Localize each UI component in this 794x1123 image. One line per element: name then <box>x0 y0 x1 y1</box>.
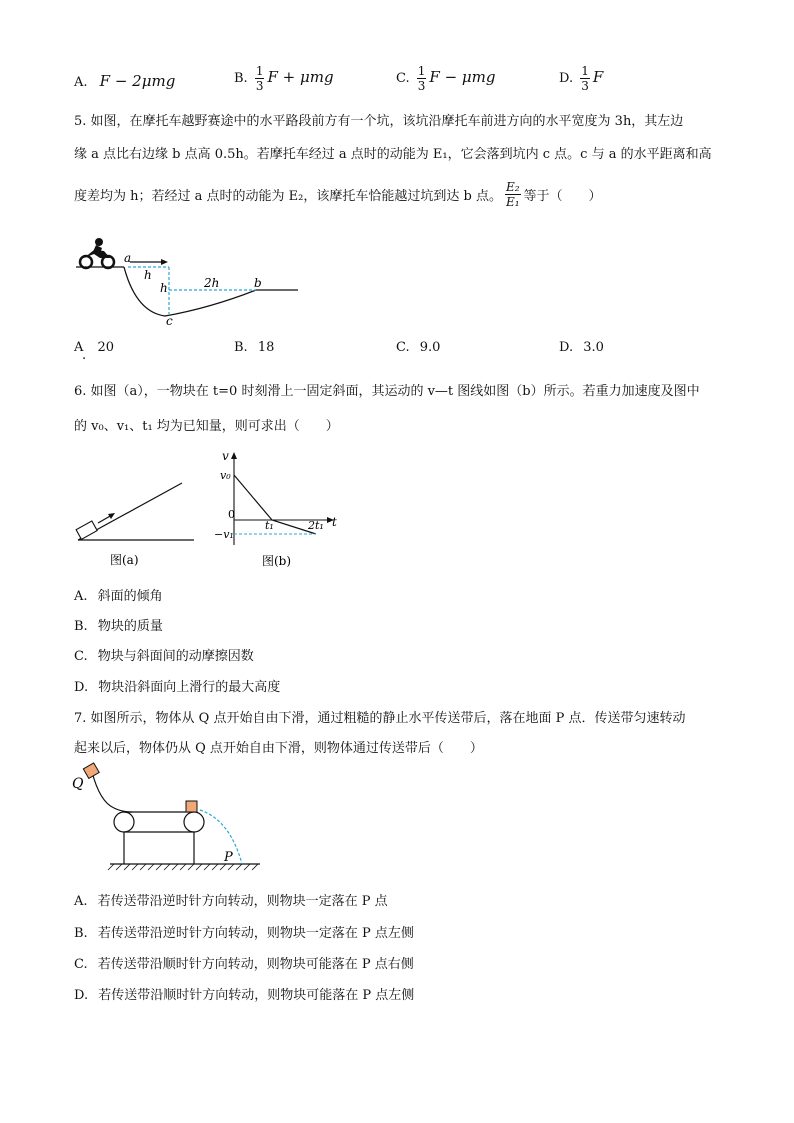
q5-line-1: 5. 如图，在摩托车越野赛途中的水平路段前方有一个坑，该坑沿摩托车前进方向的水平宽度为 3h，其左边 <box>74 114 684 129</box>
fraction-numerator: 1 <box>255 64 264 78</box>
option-text: 9.0 <box>419 340 441 355</box>
option-text: 若传送带沿逆时针方向转动，则物块一定落在 P 点左侧 <box>97 926 414 941</box>
fraction-denominator: 3 <box>417 79 426 93</box>
option-letter: D. <box>559 71 574 86</box>
option-letter: B. <box>74 926 88 941</box>
option-letter: B. <box>234 71 248 86</box>
q5-line-3-text: 度差均为 h；若经过 a 点时的动能为 E₂，该摩托车恰能越过坑到达 b 点。 <box>74 189 502 204</box>
q6-incline-figure <box>70 478 200 573</box>
option-letter: A. <box>74 589 88 604</box>
q6-line-2: 的 v₀、v₁、t₁ 均为已知量，则可求出（ ） <box>74 419 339 434</box>
q6-option-d <box>74 676 280 695</box>
motorcycle-icon <box>80 238 114 268</box>
point-a-label: a <box>124 251 132 265</box>
fraction-numerator: 1 <box>581 64 589 78</box>
option-letter: A. <box>74 75 88 90</box>
energy-ratio-fraction <box>505 180 521 209</box>
q5-option-a <box>74 340 114 355</box>
option-text: 若传送带沿逆时针方向转动，则物块一定落在 P 点 <box>97 894 388 909</box>
q7-option-d <box>74 984 414 1003</box>
option-text: 物块沿斜面向上滑行的最大高度 <box>98 680 281 695</box>
origin-label: 0 <box>228 508 235 521</box>
q5-option-b <box>234 340 274 355</box>
point-q-label: Q <box>72 776 84 792</box>
figure-a-caption: 图(a) <box>110 553 139 567</box>
option-letter: C. <box>74 649 88 664</box>
q5-line-3 <box>74 180 602 209</box>
option-expression: F + μmg <box>267 68 334 86</box>
option-letter: D. <box>74 988 89 1003</box>
q6-line-1: 6. 如图（a），一物块在 t=0 时刻滑上一固定斜面，其运动的 v—t 图线如图（b）所示。若重力加速度及图中 <box>74 384 700 399</box>
stray-dot: . <box>82 348 87 363</box>
option-text: 20 <box>97 340 115 355</box>
t-axis-label: t <box>332 515 337 529</box>
t1-tick-label: t₁ <box>265 519 274 532</box>
point-c-label: c <box>166 314 173 327</box>
point-p-label: P <box>224 850 233 865</box>
neg-v1-label: −v₁ <box>214 528 234 541</box>
option-letter: A <box>74 340 84 355</box>
q7-option-c <box>74 953 414 972</box>
q7-line-1: 7. 如图所示，物体从 Q 点开始自由下滑，通过粗糙的静止水平传送带后，落在地面 P 点．传送带匀速转动 <box>74 711 686 726</box>
q5-option-d <box>559 340 604 355</box>
block-on-belt-icon <box>186 801 197 812</box>
block-icon <box>76 521 97 539</box>
figure-b-caption: 图(b) <box>262 554 292 568</box>
option-expression: F − μmg <box>429 68 496 86</box>
fraction-denominator: 3 <box>581 79 589 93</box>
q6-option-b <box>74 615 163 634</box>
option-letter: C. <box>74 957 88 972</box>
option-text: 18 <box>257 340 275 355</box>
q7-option-b <box>74 922 414 941</box>
2t1-tick-label: 2t₁ <box>308 519 324 532</box>
option-letter: B. <box>74 619 88 634</box>
option-letter: D. <box>74 680 89 695</box>
option-letter: D. <box>559 340 574 355</box>
q5-pit-figure <box>70 232 310 327</box>
option-expression: F <box>592 68 604 86</box>
height-label-top: h <box>144 268 152 282</box>
block-at-q-icon <box>83 763 99 779</box>
option-text: 斜面的倾角 <box>97 589 163 604</box>
fraction <box>580 64 590 93</box>
point-b-label: b <box>254 276 262 290</box>
q6-option-a <box>74 585 163 604</box>
q4-option-d <box>559 64 603 93</box>
option-letter: B. <box>234 340 248 355</box>
option-text: 物块的质量 <box>97 619 163 634</box>
fraction-numerator: E₂ <box>505 180 520 194</box>
option-text: 若传送带沿顺时针方向转动，则物块可能落在 P 点左侧 <box>98 988 415 1003</box>
height-label-side: h <box>160 281 168 295</box>
fraction-numerator: 1 <box>417 64 426 78</box>
option-letter: C. <box>396 340 410 355</box>
q5-line-2: 缘 a 点比右边缘 b 点高 0.5h。若摩托车经过 a 点时的动能为 E₁，它会落到坑内 c 点。c 与 a 的水平距离和高 <box>74 147 712 162</box>
option-text: 物块与斜面间的动摩擦因数 <box>97 649 254 664</box>
q7-option-a <box>74 890 388 909</box>
q7-conveyor-figure <box>70 762 270 874</box>
fraction-denominator: E₁ <box>505 195 520 209</box>
v0-label: v₀ <box>220 469 231 482</box>
q5-line-3-tail: 等于（ ） <box>523 189 602 204</box>
q6-option-c <box>74 645 254 664</box>
option-expression: F − 2μmg <box>99 72 176 90</box>
q4-option-c <box>396 64 496 93</box>
q6-vt-graph <box>212 450 342 575</box>
q4-option-b <box>234 64 334 93</box>
width-label-2h: 2h <box>204 276 220 290</box>
fraction <box>417 64 427 93</box>
option-letter: A. <box>74 894 88 909</box>
option-letter: C. <box>396 71 410 86</box>
q7-line-2: 起来以后，物体仍从 Q 点开始自由下滑，则物体通过传送带后（ ） <box>74 741 483 756</box>
fraction-denominator: 3 <box>255 79 264 93</box>
q4-option-a <box>74 72 175 90</box>
option-text: 3.0 <box>583 340 604 355</box>
v-axis-label: v <box>222 450 229 463</box>
option-text: 若传送带沿顺时针方向转动，则物块可能落在 P 点右侧 <box>97 957 414 972</box>
q5-option-c <box>396 340 440 355</box>
fraction <box>255 64 265 93</box>
